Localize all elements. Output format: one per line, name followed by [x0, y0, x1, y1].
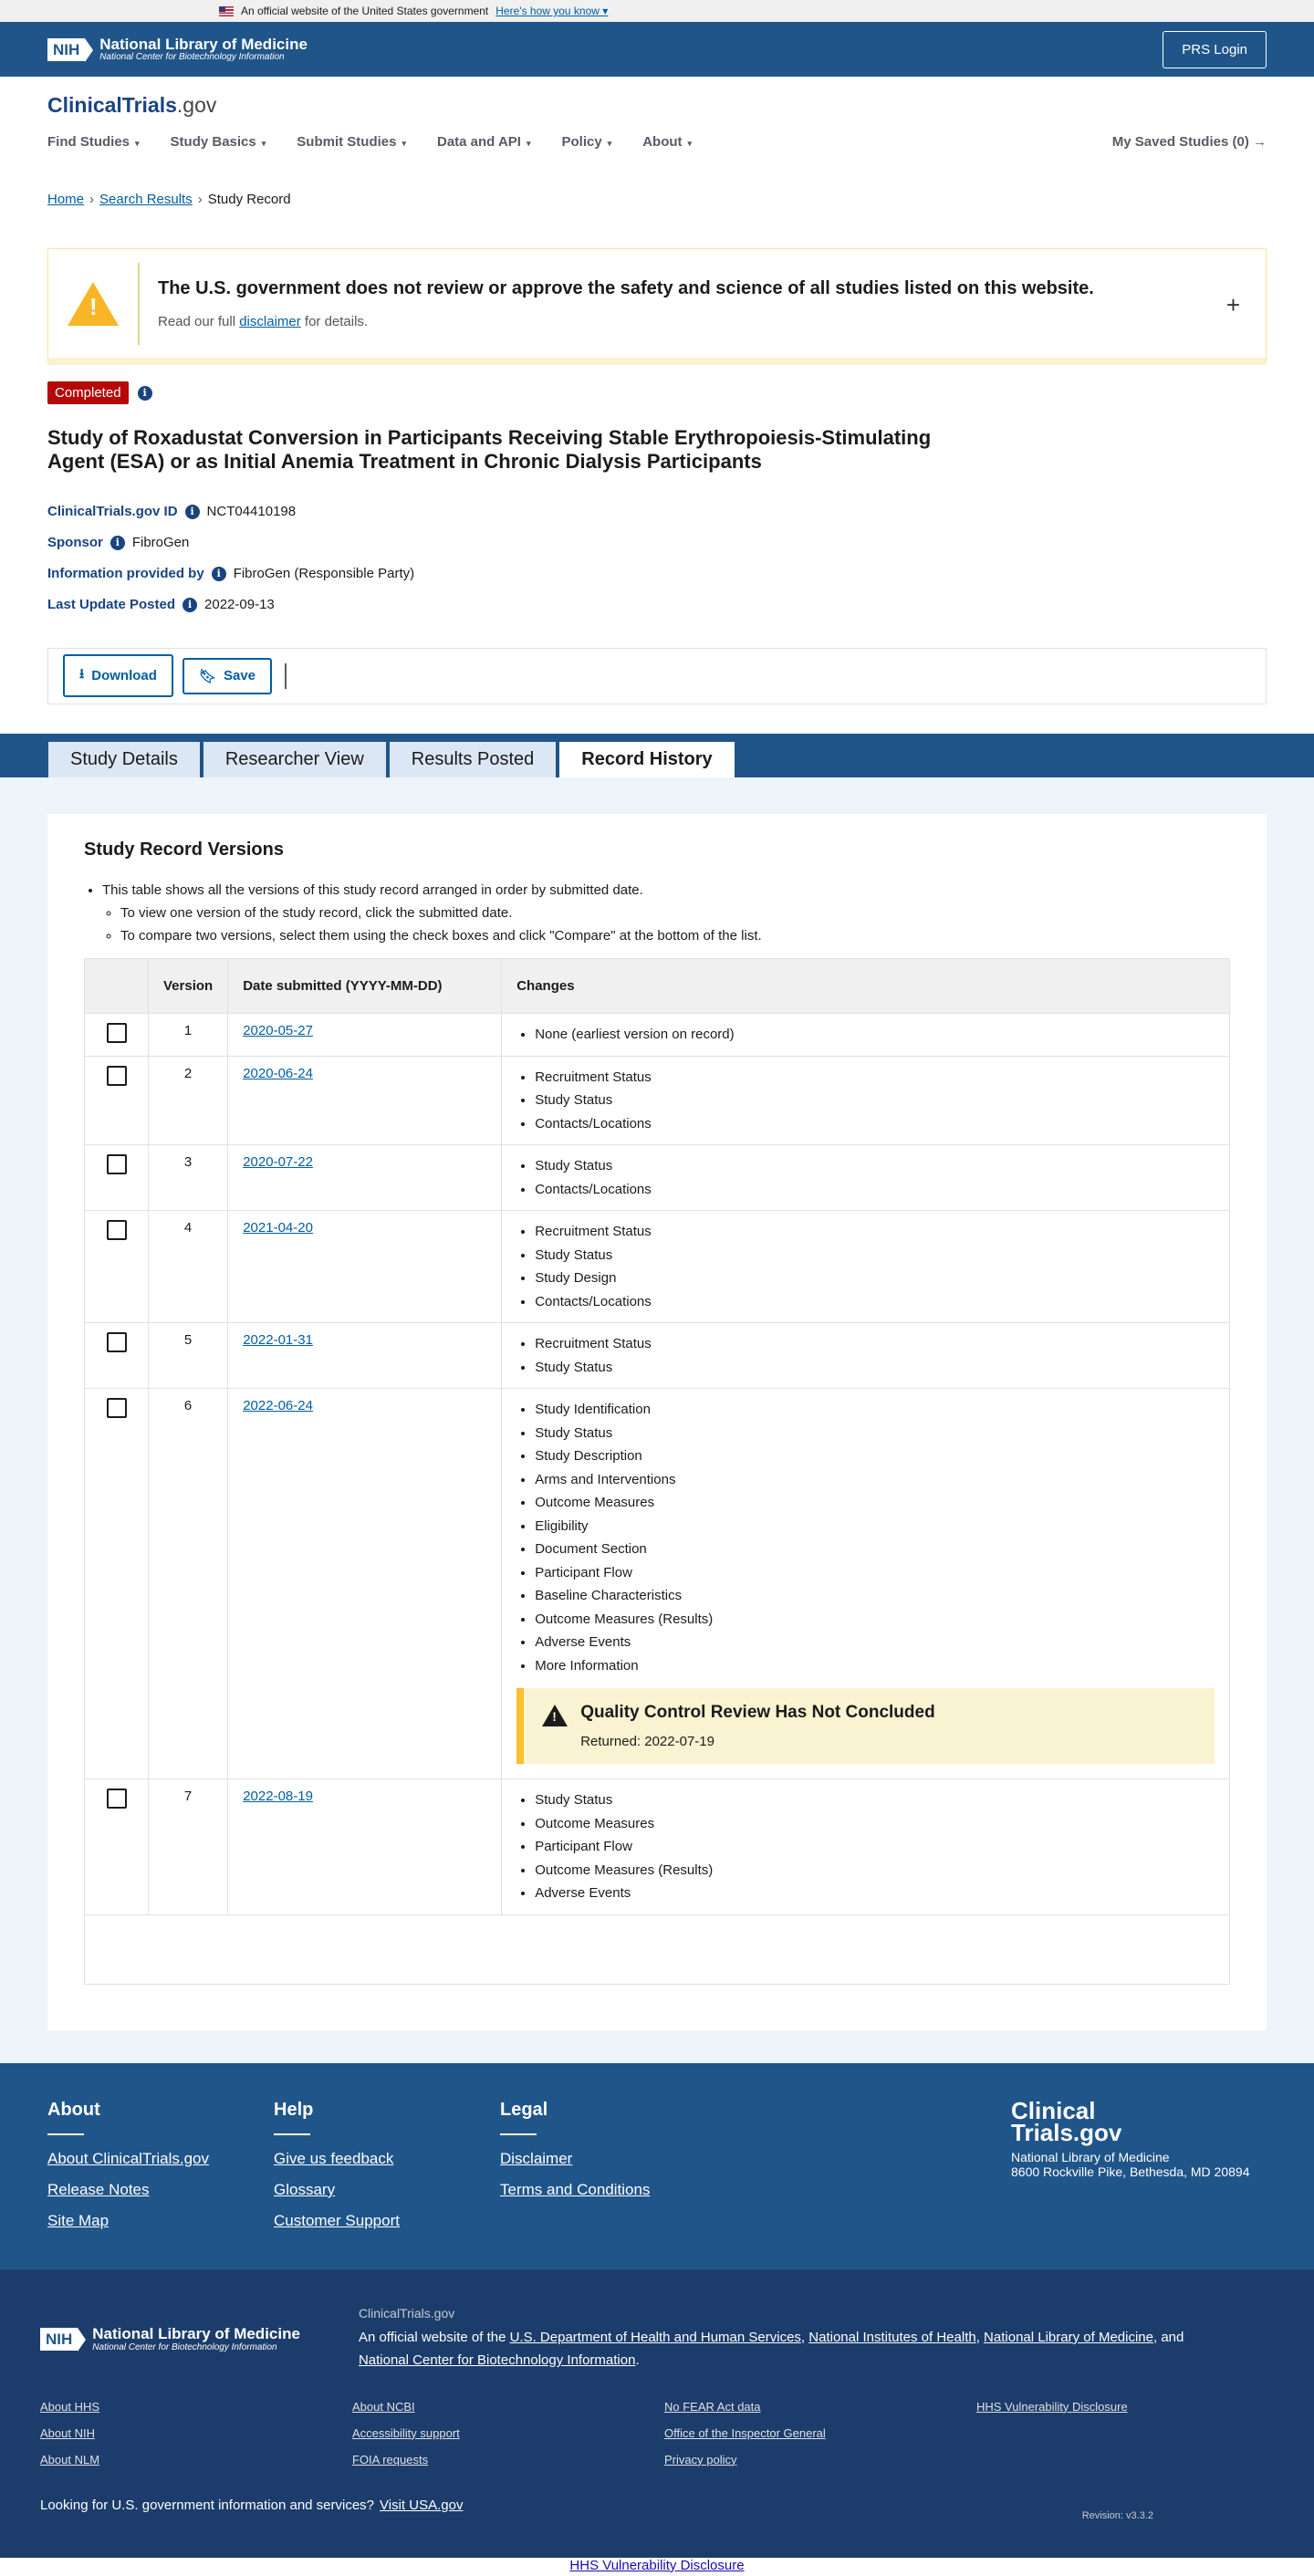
disclaimer-alert — [47, 248, 1267, 365]
chevron-down-icon: ▾ — [526, 139, 531, 148]
change-item: • Contacts/Locations — [535, 1290, 1215, 1314]
change-item: • Outcome Measures — [535, 1491, 1215, 1515]
table-row — [85, 1056, 1230, 1145]
change-item: • Adverse Events — [535, 1882, 1215, 1905]
table-row — [85, 1323, 1230, 1389]
panel-title: Study Record Versions — [84, 839, 284, 860]
table-row — [85, 1145, 1230, 1211]
meta-label: ClinicalTrials.gov ID — [47, 504, 178, 520]
info-icon[interactable]: i — [182, 598, 197, 612]
change-item: • Recruitment Status — [535, 1220, 1215, 1244]
meta-value-sponsor: FibroGen — [131, 535, 190, 551]
gov-banner — [0, 0, 1314, 22]
version-number: 5 — [149, 1323, 228, 1389]
us-flag-icon — [219, 6, 234, 16]
header-version: Version — [149, 958, 228, 1013]
table-row — [85, 1013, 1230, 1056]
version-number: 7 — [149, 1779, 228, 1915]
bookmark-icon: 🔖︎ — [198, 668, 216, 684]
breadcrumb-home[interactable]: Home — [47, 192, 85, 207]
meta-value-last-update: 2022-09-13 — [204, 597, 275, 613]
footer-link[interactable]: Terms and Conditions — [500, 2180, 651, 2198]
footer-bottom-link[interactable]: Privacy policy — [664, 2452, 737, 2466]
qc-returned-text: Returned: 2022-07-19 — [580, 1734, 714, 1750]
main-nav — [47, 134, 1267, 150]
version-date-link[interactable]: 2022-01-31 — [243, 1332, 313, 1349]
version-date-link[interactable]: 2020-05-27 — [243, 1022, 313, 1038]
change-item: • Study Status — [535, 1789, 1215, 1812]
study-title: Study of Roxadustat Conversion in Participants Receiving Stable Erythropoiesis-Stimulating Agent (ESA) or as Initial Anemia Treatment in Chronic Dialysis Participants — [47, 426, 932, 474]
meta-label: Sponsor — [47, 535, 103, 551]
disclaimer-text: Read our full disclaimer for details. — [158, 313, 369, 329]
footer-link[interactable]: Release Notes — [47, 2180, 150, 2198]
change-item: • Study Status — [535, 1154, 1215, 1178]
gov-banner-text: An official website of the United States government — [241, 5, 489, 17]
footer-site-name: ClinicalTrials.gov — [358, 2305, 455, 2320]
disclaimer-title: The U.S. government does not review or approve the safety and science of all studies listed on this website. — [158, 277, 1094, 298]
ncbi-subtitle: National Center for Biotechnology Information — [99, 52, 285, 63]
actions-bar — [47, 648, 1267, 704]
footer-bottom-link[interactable]: About HHS — [40, 2399, 100, 2414]
footer-address: 8600 Rockville Pike, Bethesda, MD 20894 — [1011, 2164, 1250, 2180]
footer-help-title: Help — [274, 2099, 314, 2120]
version-number: 1 — [149, 1013, 228, 1056]
hhs-link[interactable]: U.S. Department of Health and Human Services — [509, 2329, 801, 2345]
footer-link[interactable]: Disclaimer — [500, 2149, 573, 2167]
change-item: • Participant Flow — [535, 1835, 1215, 1859]
version-checkbox[interactable] — [107, 1789, 127, 1809]
revision-text: Revision: v3.3.2 — [1081, 2509, 1153, 2521]
change-item: • Study Status — [535, 1422, 1215, 1445]
info-icon[interactable]: i — [138, 386, 152, 401]
footer-nih-logo[interactable]: NIH National Library of Medicine National Center for Biotechnology Information — [40, 2306, 300, 2373]
change-item: • More Information — [535, 1654, 1215, 1678]
footer-bottom-link[interactable]: No FEAR Act data — [664, 2399, 761, 2414]
change-item: • Document Section — [535, 1538, 1215, 1561]
meta-label: Last Update Posted — [47, 597, 176, 613]
info-icon[interactable]: i — [185, 505, 200, 519]
footer-link[interactable]: Glossary — [274, 2180, 336, 2198]
chevron-down-icon: ▾ — [607, 139, 612, 148]
version-checkbox[interactable] — [107, 1332, 127, 1352]
header-date: Date submitted (YYYY-MM-DD) — [228, 958, 502, 1013]
table-row — [85, 1211, 1230, 1323]
nav-policy[interactable]: Policy ▾ — [561, 134, 612, 150]
change-item: • Outcome Measures — [535, 1812, 1215, 1836]
change-item: • Outcome Measures (Results) — [535, 1608, 1215, 1632]
footer-link[interactable]: Customer Support — [274, 2211, 400, 2229]
change-item: • Study Design — [535, 1267, 1215, 1290]
breadcrumb — [0, 192, 1314, 207]
footer-bottom-links — [40, 2400, 1274, 2479]
study-record-versions-panel — [47, 814, 1267, 2030]
nlm-link[interactable]: National Library of Medicine — [984, 2329, 1153, 2345]
table-row — [85, 1389, 1230, 1779]
change-item: • Eligibility — [535, 1515, 1215, 1538]
header-changes: Changes — [502, 958, 1230, 1013]
footer-bottom-link[interactable]: HHS Vulnerability Disclosure — [976, 2399, 1128, 2414]
nav-study-basics[interactable]: Study Basics ▾ — [170, 134, 266, 150]
meta-label: Information provided by — [47, 566, 204, 582]
info-icon[interactable]: i — [110, 536, 125, 550]
change-item: • Study Status — [535, 1356, 1215, 1380]
my-saved-studies-link[interactable]: My Saved Studies (0) → — [1111, 134, 1267, 150]
qc-title: Quality Control Review Has Not Concluded — [580, 1703, 935, 1723]
chevron-down-icon: ▾ — [135, 139, 140, 148]
site-header — [0, 77, 1314, 183]
version-date-link[interactable]: 2021-04-20 — [243, 1220, 313, 1236]
versions-table — [84, 958, 1230, 1985]
change-item: • Contacts/Locations — [535, 1112, 1215, 1136]
version-checkbox[interactable] — [107, 1023, 127, 1043]
version-number: 2 — [149, 1056, 228, 1145]
version-date-link[interactable]: 2020-07-22 — [243, 1154, 313, 1171]
tab-record-history[interactable]: Record History — [558, 741, 735, 777]
version-date-link[interactable]: 2022-06-24 — [243, 1398, 313, 1414]
status-badge: Completed — [47, 381, 129, 404]
version-checkbox[interactable] — [107, 1154, 127, 1174]
chevron-down-icon: ▾ — [687, 139, 693, 148]
nav-find-studies[interactable]: Find Studies ▾ — [47, 134, 140, 150]
change-item: • Arms and Interventions — [535, 1468, 1215, 1492]
change-item: • Study Status — [535, 1244, 1215, 1267]
footer-bottom-link[interactable]: About NCBI — [352, 2399, 415, 2414]
breadcrumb-current: Study Record — [207, 192, 291, 207]
visit-usa-gov-link[interactable]: Visit USA.gov — [380, 2497, 464, 2513]
hhs-vulnerability-disclosure-link[interactable]: HHS Vulnerability Disclosure — [569, 2557, 745, 2573]
nih-logo-mark: NIH — [47, 38, 85, 61]
footer-link[interactable]: Site Map — [47, 2211, 110, 2229]
version-date-link[interactable]: 2022-08-19 — [243, 1789, 313, 1805]
nav-about[interactable]: About ▾ — [642, 134, 693, 150]
footer-legal-title: Legal — [500, 2099, 548, 2120]
tab-study-details[interactable]: Study Details — [47, 741, 201, 777]
tab-researcher-view[interactable]: Researcher View — [203, 741, 387, 777]
breadcrumb-search-results[interactable]: Search Results — [99, 192, 193, 207]
nih-link[interactable]: National Institutes of Health — [808, 2329, 976, 2345]
divider — [285, 663, 287, 689]
version-checkbox[interactable] — [107, 1066, 127, 1086]
versions-hint-compare: ◦ To compare two versions, select them using the check boxes and click "Compare" at the bottom of the list. — [120, 928, 1230, 944]
qc-alert — [516, 1688, 1215, 1764]
change-item: • Study Status — [535, 1089, 1215, 1112]
nav-submit-studies[interactable]: Submit Studies ▾ — [297, 134, 406, 150]
table-footer-row — [85, 1914, 1230, 1984]
download-button[interactable]: ⭳ Download — [63, 654, 173, 697]
disclaimer-link[interactable]: disclaimer — [239, 313, 301, 329]
footer-org: National Library of Medicine — [1011, 2150, 1170, 2165]
expand-plus-icon[interactable]: + — [1225, 291, 1240, 318]
heres-how-you-know-link[interactable]: Here's how you know ▾ — [495, 5, 609, 17]
footer-link[interactable]: Give us feedback — [274, 2149, 394, 2167]
change-item: • Outcome Measures (Results) — [535, 1859, 1215, 1882]
footer-top — [0, 2063, 1314, 2269]
clinicaltrials-logo[interactable]: ClinicalTrials.gov — [47, 93, 217, 117]
change-item: • Recruitment Status — [535, 1332, 1215, 1356]
download-icon: ⭳ — [79, 666, 85, 683]
ncbi-link[interactable]: National Center for Biotechnology Information — [358, 2352, 636, 2369]
usa-gov-line: Looking for U.S. government information and services? Visit USA.gov — [40, 2497, 464, 2513]
footer-bottom-link[interactable]: Office of the Inspector General — [664, 2425, 826, 2440]
footer-bottom-link[interactable]: About NLM — [40, 2452, 100, 2466]
chevron-right-icon: › — [197, 192, 203, 207]
nih-logo[interactable] — [47, 37, 308, 63]
versions-description: • This table shows all the versions of this study record arranged in order by submitted date. — [102, 882, 1230, 898]
header-checkbox — [85, 958, 149, 1013]
chevron-right-icon: › — [89, 192, 95, 207]
footer-official-text: An official website of the U.S. Department of Health and Human Services, National Institutes of Health, National Library of Medicine, and National Center for Biotechnology Information. — [358, 2329, 1184, 2369]
study-meta — [47, 496, 1267, 621]
change-item: • None (earliest version on record) — [535, 1023, 1215, 1047]
version-number: 4 — [149, 1211, 228, 1323]
warning-icon: ! — [542, 1705, 568, 1726]
change-item: • Recruitment Status — [535, 1066, 1215, 1090]
change-item: • Baseline Characteristics — [535, 1584, 1215, 1608]
chevron-down-icon: ▾ — [402, 139, 406, 148]
version-number: 3 — [149, 1145, 228, 1211]
meta-value-provider: FibroGen (Responsible Party) — [233, 566, 415, 582]
footer-bottom — [0, 2269, 1314, 2558]
prs-login-button[interactable]: PRS Login — [1163, 31, 1267, 68]
change-item: • Study Identification — [535, 1398, 1215, 1422]
version-checkbox[interactable] — [107, 1398, 127, 1418]
change-item: • Study Description — [535, 1444, 1215, 1468]
meta-value-nct-id: NCT04410198 — [206, 504, 297, 520]
nlm-title: National Library of Medicine — [99, 35, 308, 53]
save-button[interactable]: 🔖︎ Save — [182, 658, 272, 694]
version-number: 6 — [149, 1389, 228, 1779]
change-item: • Contacts/Locations — [535, 1178, 1215, 1202]
table-row — [85, 1779, 1230, 1915]
footer-brand-logo[interactable]: Clinical Trials.gov — [1011, 2096, 1122, 2147]
info-icon[interactable]: i — [212, 567, 226, 581]
footer-bottom-link[interactable]: About NIH — [40, 2425, 95, 2440]
version-checkbox[interactable] — [107, 1220, 127, 1240]
change-item: • Adverse Events — [535, 1631, 1215, 1654]
chevron-down-icon: ▾ — [261, 139, 266, 148]
tab-results-posted[interactable]: Results Posted — [389, 741, 558, 777]
warning-icon: ! — [68, 282, 119, 326]
version-date-link[interactable]: 2020-06-24 — [243, 1065, 313, 1081]
tabs-bar — [0, 734, 1314, 777]
footer-link[interactable]: About ClinicalTrials.gov — [47, 2149, 209, 2167]
nav-data-and-api[interactable]: Data and API ▾ — [437, 134, 531, 150]
versions-hint-view: ◦ To view one version of the study record, click the submitted date. — [120, 905, 1230, 921]
footer-bottom-link[interactable]: FOIA requests — [352, 2452, 429, 2466]
nih-bar — [0, 22, 1314, 77]
footer-about-title: About — [47, 2099, 100, 2120]
footer-bottom-link[interactable]: Accessibility support — [352, 2425, 460, 2440]
change-item: • Participant Flow — [535, 1561, 1215, 1585]
arrow-right-icon: → — [1253, 134, 1267, 150]
